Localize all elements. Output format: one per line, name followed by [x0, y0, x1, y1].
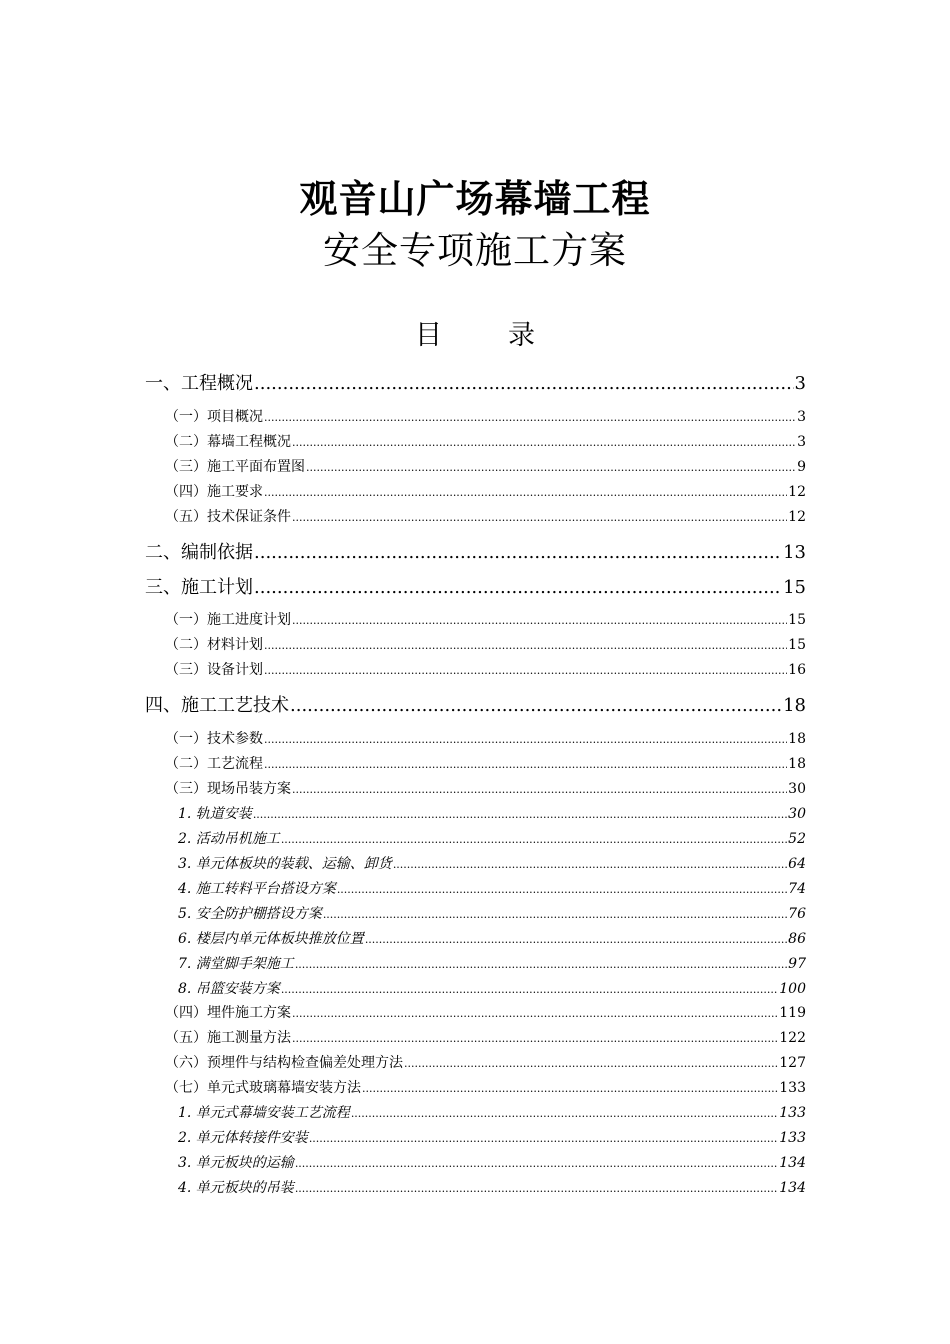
toc-entry[interactable]: [165, 779, 806, 800]
toc-dot-leader: [351, 1104, 778, 1124]
toc-dot-leader: [290, 694, 782, 718]
toc-heading-right: 录: [508, 320, 535, 351]
toc-entry-label: 1. 轨道安装: [178, 806, 252, 822]
toc-entry[interactable]: [145, 576, 806, 600]
toc-entry-label: （三）施工平面布置图: [165, 459, 305, 475]
toc-dot-leader: [254, 576, 782, 600]
toc-entry-page: 100: [779, 981, 806, 997]
toc-entry-page: 133: [779, 1080, 806, 1096]
toc-entry[interactable]: [178, 854, 806, 875]
toc-entry[interactable]: [145, 372, 806, 396]
toc-entry-label: （二）幕墙工程概况: [165, 434, 291, 450]
document-title: 观音山广场幕墙工程: [299, 176, 651, 221]
toc-dot-leader: [292, 780, 787, 800]
toc-dot-leader: [264, 636, 787, 656]
toc-dot-leader: [281, 830, 787, 850]
toc-entry-label: 2. 单元体转接件安装: [178, 1130, 308, 1146]
toc-dot-leader: [264, 661, 787, 681]
toc-entry-page: 76: [788, 906, 806, 922]
toc-entry[interactable]: [165, 635, 806, 656]
toc-entry-page: 127: [779, 1055, 806, 1071]
toc-entry-label: 4. 施工转料平台搭设方案: [178, 881, 336, 897]
toc-entry-label: 8. 吊篮安装方案: [178, 981, 280, 997]
toc-dot-leader: [264, 483, 787, 503]
toc-dot-leader: [306, 458, 796, 478]
toc-entry[interactable]: [145, 541, 806, 565]
toc-dot-leader: [393, 855, 787, 875]
toc-entry-page: 86: [788, 931, 806, 947]
toc-dot-leader: [295, 1179, 778, 1199]
toc-entry-label: （六）预埋件与结构检查偏差处理方法: [165, 1055, 403, 1071]
toc-entry[interactable]: [165, 1003, 806, 1024]
toc-entry[interactable]: [178, 1178, 806, 1199]
toc-entry[interactable]: [165, 660, 806, 681]
toc-entry-page: 134: [779, 1180, 806, 1196]
toc-dot-leader: [292, 1004, 778, 1024]
toc-dot-leader: [264, 730, 787, 750]
toc-entry[interactable]: [165, 507, 806, 528]
toc-entry-label: （五）施工测量方法: [165, 1030, 291, 1046]
toc-entry-page: 122: [779, 1030, 806, 1046]
toc-entry-page: 3: [797, 409, 806, 425]
toc-entry-page: 15: [788, 612, 806, 628]
toc-dot-leader: [292, 508, 787, 528]
toc-entry-label: 6. 楼层内单元体板块推放位置: [178, 931, 364, 947]
toc-entry[interactable]: [165, 457, 806, 478]
toc-dot-leader: [295, 1154, 778, 1174]
toc-dot-leader: [253, 805, 787, 825]
toc-dot-leader: [362, 1079, 778, 1099]
toc-entry-label: （一）项目概况: [165, 409, 263, 425]
toc-entry[interactable]: [165, 482, 806, 503]
toc-entry-label: （七）单元式玻璃幕墙安装方法: [165, 1080, 361, 1096]
toc-dot-leader: [264, 408, 796, 428]
toc-entry[interactable]: [165, 1028, 806, 1049]
toc-entry-label: （三）设备计划: [165, 662, 263, 678]
toc-dot-leader: [309, 1129, 778, 1149]
toc-entry-label: 二、编制依据: [145, 542, 253, 563]
toc-entry-page: 12: [788, 509, 806, 525]
toc-entry-label: 一、工程概况: [145, 373, 253, 394]
toc-dot-leader: [254, 541, 782, 565]
toc-entry-page: 74: [788, 881, 806, 897]
toc-entry[interactable]: [145, 694, 806, 718]
toc-entry-page: 133: [779, 1130, 806, 1146]
toc-entry-page: 18: [788, 756, 806, 772]
toc-dot-leader: [281, 980, 778, 1000]
toc-dot-leader: [292, 1029, 778, 1049]
toc-entry[interactable]: [165, 1078, 806, 1099]
toc-entry-label: 1. 单元式幕墙安装工艺流程: [178, 1105, 350, 1121]
toc-entry[interactable]: [178, 804, 806, 825]
toc-entry[interactable]: [178, 879, 806, 900]
toc-entry[interactable]: [178, 1128, 806, 1149]
toc-entry-page: 97: [788, 956, 806, 972]
document-subtitle: 安全专项施工方案: [323, 229, 627, 272]
toc-dot-leader: [365, 930, 787, 950]
toc-entry-page: 9: [797, 459, 806, 475]
toc-dot-leader: [264, 755, 787, 775]
toc-entry-page: 16: [788, 662, 806, 678]
toc-entry-page: 12: [788, 484, 806, 500]
toc-entry[interactable]: [165, 407, 806, 428]
toc-entry-label: （一）施工进度计划: [165, 612, 291, 628]
toc-entry-label: 4. 单元板块的吊装: [178, 1180, 294, 1196]
toc-entry-label: 5. 安全防护棚搭设方案: [178, 906, 322, 922]
toc-entry[interactable]: [178, 829, 806, 850]
toc-entry-page: 134: [779, 1155, 806, 1171]
toc-entry-page: 119: [779, 1005, 806, 1021]
toc-entry-page: 3: [797, 434, 806, 450]
toc-dot-leader: [404, 1054, 778, 1074]
toc-entry[interactable]: [165, 729, 806, 750]
toc-entry-label: （四）施工要求: [165, 484, 263, 500]
toc-entry[interactable]: [178, 979, 806, 1000]
toc-entry[interactable]: [165, 754, 806, 775]
toc-entry[interactable]: [178, 954, 806, 975]
toc-dot-leader: [337, 880, 787, 900]
toc-entry-label: （三）现场吊装方案: [165, 781, 291, 797]
toc-entry-page: 15: [783, 577, 806, 598]
toc-entry[interactable]: [165, 610, 806, 631]
toc-entry-page: 15: [788, 637, 806, 653]
toc-entry-label: （五）技术保证条件: [165, 509, 291, 525]
toc-entry-label: （四）埋件施工方案: [165, 1005, 291, 1021]
toc-entry-label: 7. 满堂脚手架施工: [178, 956, 294, 972]
toc-entry-page: 30: [788, 806, 806, 822]
toc-entry[interactable]: [178, 929, 806, 950]
toc-entry[interactable]: [178, 904, 806, 925]
toc-entry[interactable]: [165, 432, 806, 453]
toc-entry-label: 三、施工计划: [145, 577, 253, 598]
toc-entry-label: 2. 活动吊机施工: [178, 831, 280, 847]
toc-entry-page: 18: [783, 695, 806, 716]
toc-entry[interactable]: [165, 1053, 806, 1074]
toc-entry-label: 3. 单元板块的运输: [178, 1155, 294, 1171]
toc-dot-leader: [323, 905, 787, 925]
toc-entry-page: 52: [788, 831, 806, 847]
toc-entry-label: （一）技术参数: [165, 731, 263, 747]
toc-entry-label: 3. 单元体板块的装载、运输、卸货: [178, 856, 392, 872]
toc-entry-page: 133: [779, 1105, 806, 1121]
toc-dot-leader: [292, 611, 787, 631]
toc-dot-leader: [295, 955, 787, 975]
toc-entry-label: （二）材料计划: [165, 637, 263, 653]
toc-entry-label: 四、施工工艺技术: [145, 695, 289, 716]
toc-entry-page: 18: [788, 731, 806, 747]
toc-entry[interactable]: [178, 1153, 806, 1174]
toc-entry-page: 64: [788, 856, 806, 872]
toc-heading-left: 目: [415, 320, 442, 351]
toc-dot-leader: [292, 433, 796, 453]
toc-entry-label: （二）工艺流程: [165, 756, 263, 772]
toc-entry-page: 30: [788, 781, 806, 797]
toc-entry-page: 3: [794, 373, 806, 394]
toc-entry[interactable]: [178, 1103, 806, 1124]
toc-dot-leader: [254, 372, 794, 396]
toc-entry-page: 13: [783, 542, 806, 563]
